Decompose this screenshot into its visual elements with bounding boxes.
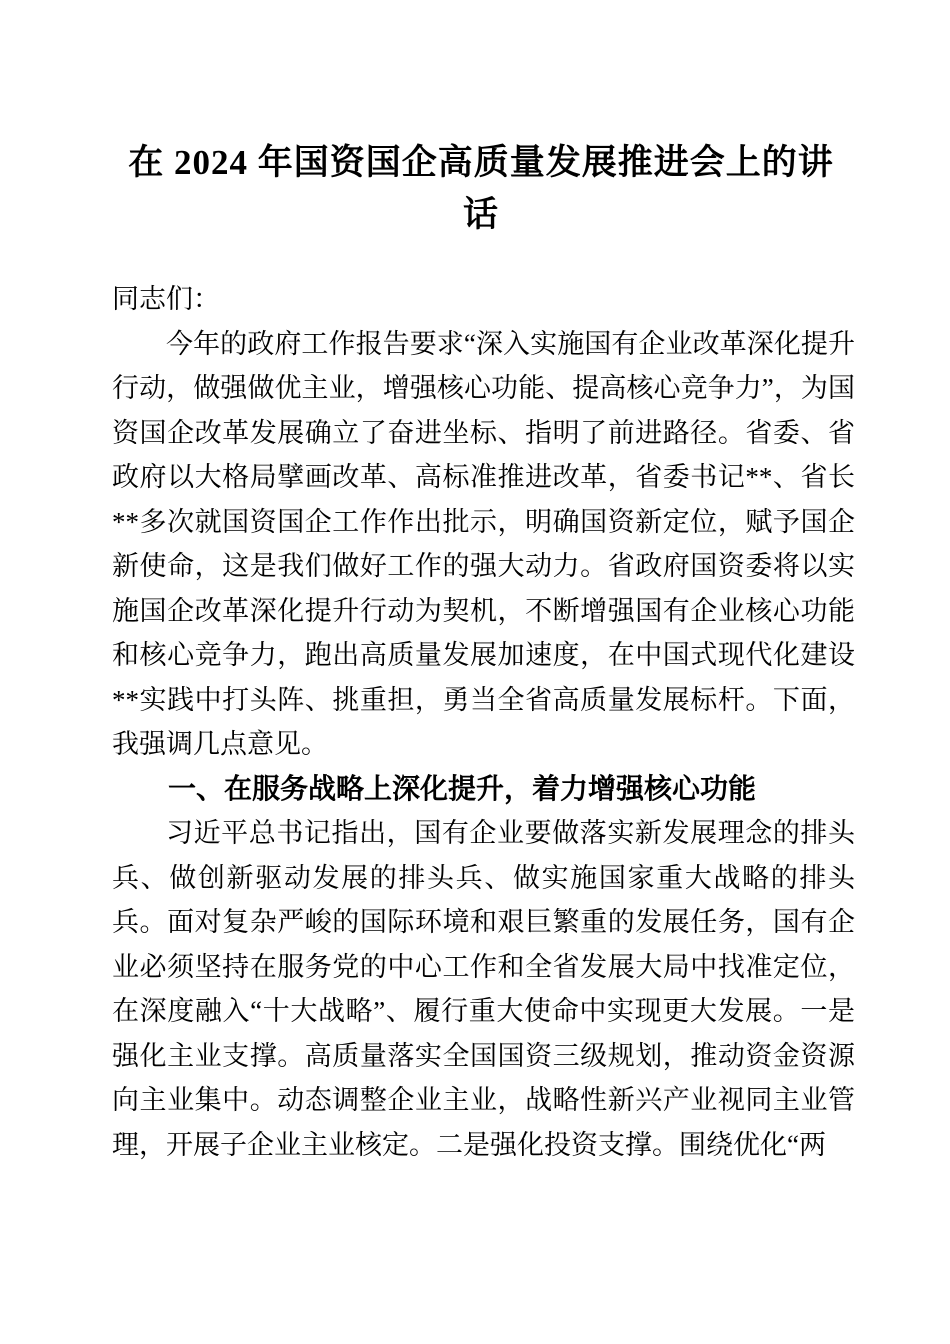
title-line-1: 在 2024 年国资国企高质量发展推进会上的讲 [128, 143, 834, 182]
document-body [112, 277, 855, 1167]
document-title [112, 137, 850, 241]
paragraph-intro: 今年的政府工作报告要求“深入实施国有企业改革深化提升行动，做强做优主业，增强核心功能、提高核心竞争力”，为国资国企改革发展确立了奋进坐标、指明了前进路径。省委、省政府以大格局擘画改革、高标准推进改革，省委书记**、省长**多次就国资国企工作作出批示，明确国资新定位，赋予国企新使命，这是我们做好工作的强大动力。省政府国资委将以实施国企改革深化提升行动为契机，不断增强国有企业核心功能和核心竞争力，跑出高质量发展加速度，在中国式现代化建设**实践中打头阵、挑重担，勇当全省高质量发展标杆。下面，我强调几点意见。 [112, 328, 855, 759]
salutation: 同志们： [112, 284, 220, 314]
title-line-2: 话 [462, 195, 499, 234]
section-heading-1: 一、在服务战略上深化提升，着力增强核心功能 [168, 772, 757, 804]
paragraph-section-1: 习近平总书记指出，国有企业要做落实新发展理念的排头兵、做创新驱动发展的排头兵、做实施国家重大战略的排头兵。面对复杂严峻的国际环境和艰巨繁重的发展任务，国有企业必须坚持在服务党的中心工作和全省发展大局中找准定位，在深度融入“十大战略”、履行重大使命中实现更大发展。一是强化主业支撑。高质量落实全国国资三级规划，推动资金资源向主业集中。动态调整企业主业，战略性新兴产业视同主业管理，开展子企业主业核定。二是强化投资支撑。围绕优化“两 [112, 818, 855, 1160]
